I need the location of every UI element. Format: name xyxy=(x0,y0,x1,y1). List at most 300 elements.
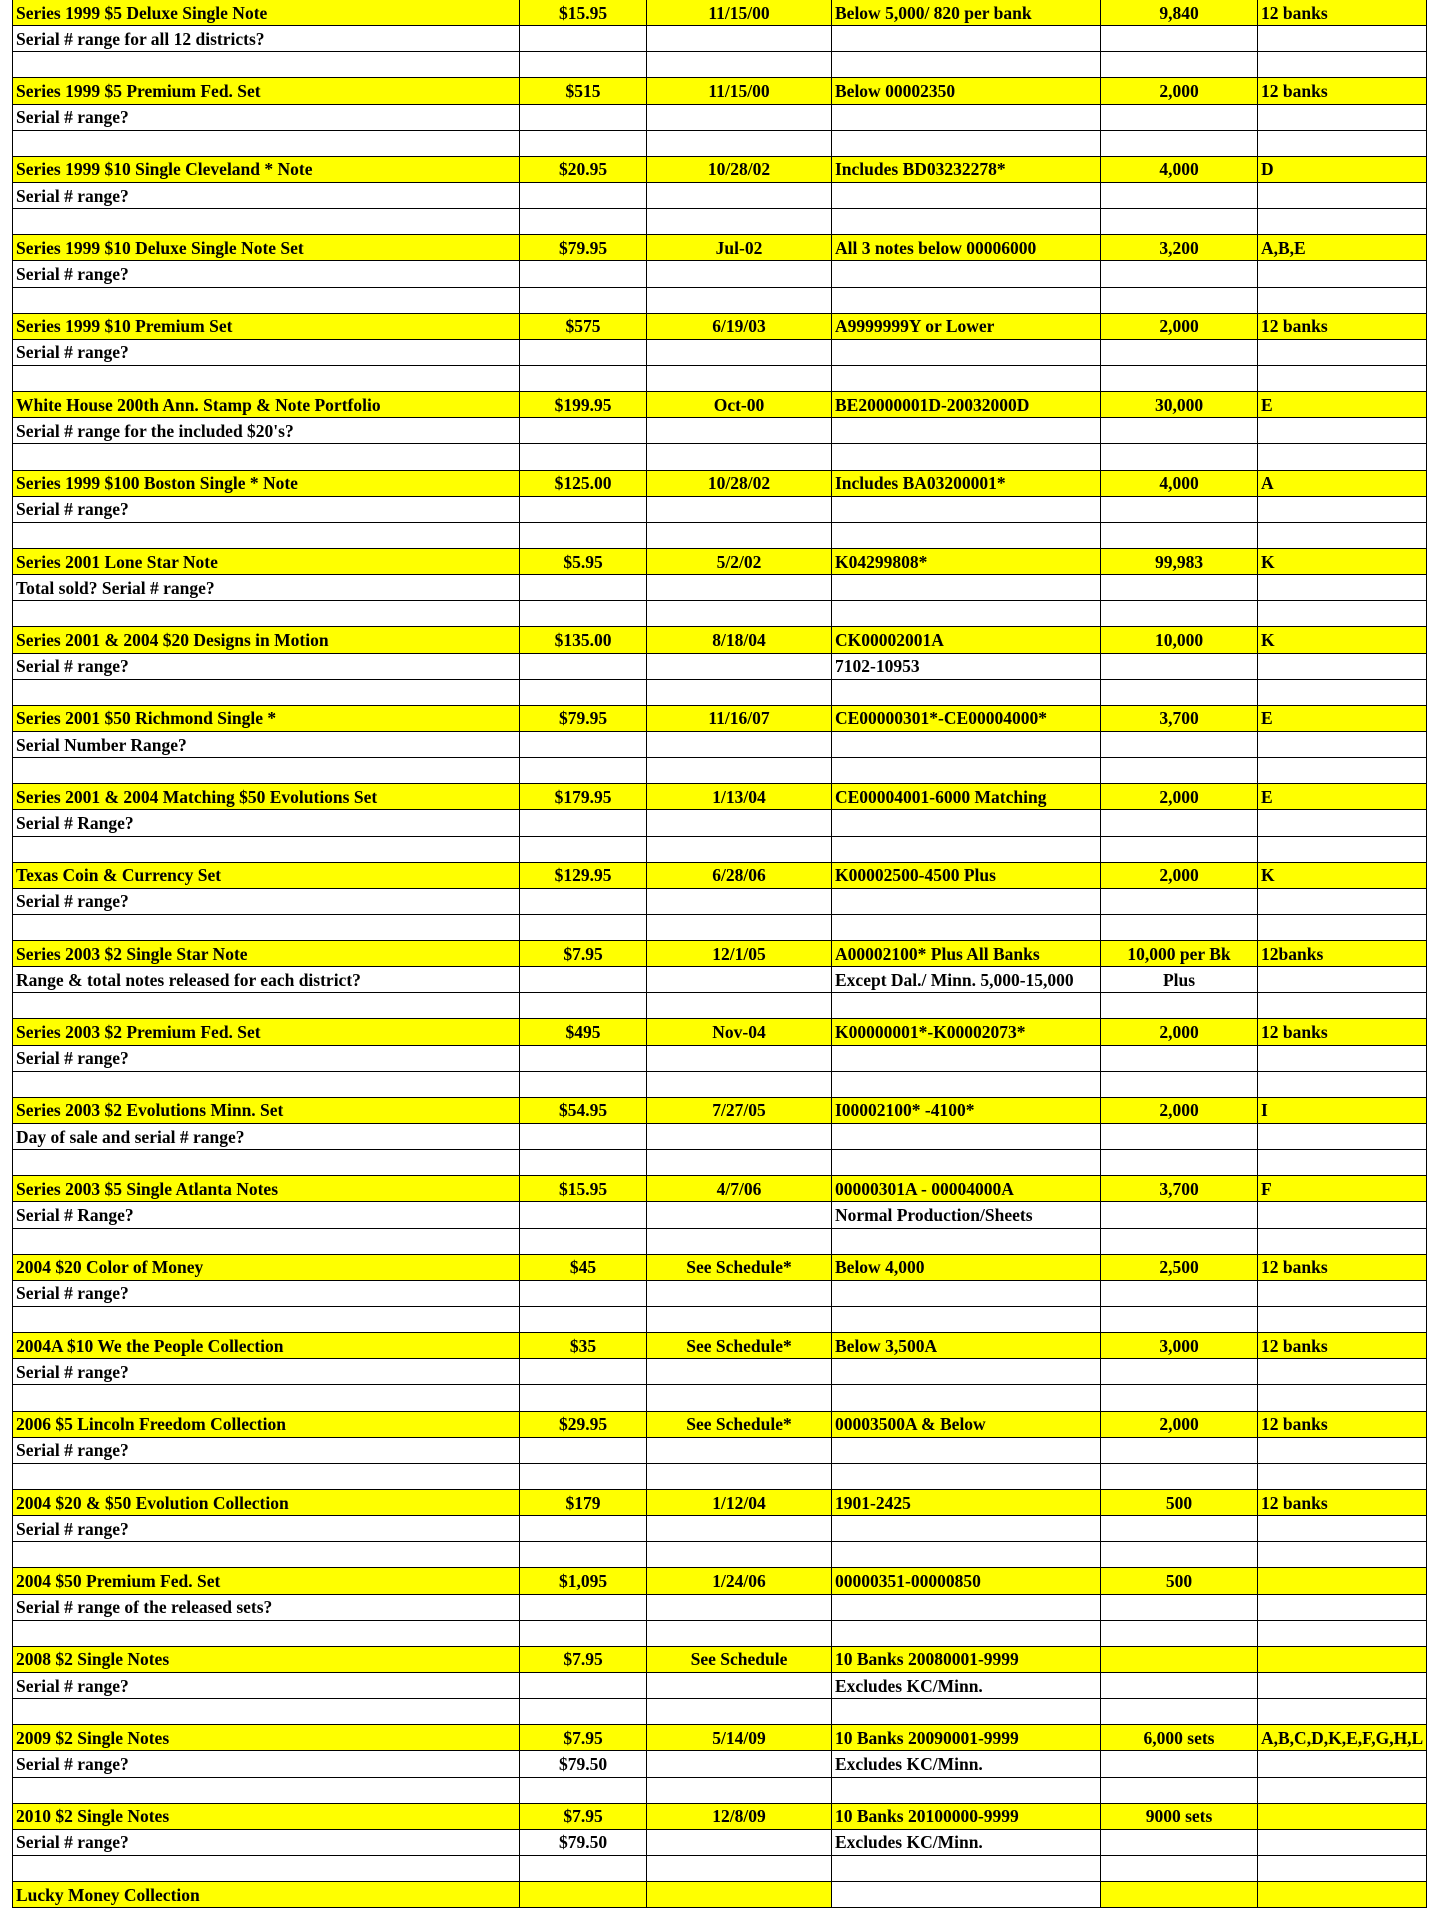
mintage-cell[interactable] xyxy=(1101,1646,1258,1672)
banks-cell[interactable] xyxy=(1258,575,1427,601)
empty-cell[interactable] xyxy=(1101,1777,1258,1803)
release-date-cell[interactable]: See Schedule* xyxy=(647,1333,832,1359)
mintage-cell[interactable] xyxy=(1101,653,1258,679)
empty-cell[interactable] xyxy=(13,1699,520,1725)
banks-cell[interactable] xyxy=(1258,1437,1427,1463)
serial-cell[interactable] xyxy=(832,418,1101,444)
question-cell[interactable]: Day of sale and serial # range? xyxy=(13,1124,520,1150)
mintage-cell[interactable]: 4,000 xyxy=(1101,470,1258,496)
banks-cell[interactable]: K xyxy=(1258,862,1427,888)
mintage-cell[interactable]: 2,000 xyxy=(1101,313,1258,339)
empty-cell[interactable] xyxy=(1101,993,1258,1019)
empty-cell[interactable] xyxy=(832,522,1101,548)
price-cell[interactable]: $7.95 xyxy=(520,1803,647,1829)
mintage-cell[interactable]: 4,000 xyxy=(1101,156,1258,182)
empty-cell[interactable] xyxy=(1258,758,1427,784)
mintage-cell[interactable] xyxy=(1101,1124,1258,1150)
price-cell[interactable]: $54.95 xyxy=(520,1097,647,1123)
empty-cell[interactable] xyxy=(520,1463,647,1489)
empty-cell[interactable] xyxy=(13,601,520,627)
price-cell[interactable] xyxy=(520,1594,647,1620)
price-cell[interactable]: $7.95 xyxy=(520,1725,647,1751)
question-cell[interactable]: Serial # range? xyxy=(13,261,520,287)
price-cell[interactable]: $179 xyxy=(520,1490,647,1516)
empty-cell[interactable] xyxy=(1101,1307,1258,1333)
empty-cell[interactable] xyxy=(832,836,1101,862)
release-date-cell[interactable]: 11/15/00 xyxy=(647,78,832,104)
question-cell[interactable]: Serial # range for all 12 districts? xyxy=(13,26,520,52)
price-cell[interactable]: $125.00 xyxy=(520,470,647,496)
banks-cell[interactable]: E xyxy=(1258,705,1427,731)
price-cell[interactable]: $495 xyxy=(520,1019,647,1045)
empty-cell[interactable] xyxy=(1101,444,1258,470)
item-cell[interactable]: Series 2001 & 2004 $20 Designs in Motion xyxy=(13,627,520,653)
release-date-cell[interactable] xyxy=(647,731,832,757)
empty-cell[interactable] xyxy=(1258,836,1427,862)
empty-cell[interactable] xyxy=(832,993,1101,1019)
release-date-cell[interactable] xyxy=(647,1045,832,1071)
price-cell[interactable]: $7.95 xyxy=(520,1646,647,1672)
empty-cell[interactable] xyxy=(647,1307,832,1333)
empty-cell[interactable] xyxy=(832,1542,1101,1568)
empty-cell[interactable] xyxy=(1258,1071,1427,1097)
banks-cell[interactable]: K xyxy=(1258,627,1427,653)
price-cell[interactable]: $20.95 xyxy=(520,156,647,182)
empty-cell[interactable] xyxy=(520,914,647,940)
empty-cell[interactable] xyxy=(1258,1620,1427,1646)
question-cell[interactable]: Serial # range? xyxy=(13,1280,520,1306)
serial-cell[interactable]: I00002100* -4100* xyxy=(832,1097,1101,1123)
empty-cell[interactable] xyxy=(520,1228,647,1254)
banks-cell[interactable]: 12 banks xyxy=(1258,78,1427,104)
mintage-cell[interactable] xyxy=(1101,731,1258,757)
empty-cell[interactable] xyxy=(647,679,832,705)
empty-cell[interactable] xyxy=(1101,601,1258,627)
mintage-cell[interactable]: 500 xyxy=(1101,1490,1258,1516)
empty-cell[interactable] xyxy=(520,130,647,156)
mintage-cell[interactable] xyxy=(1101,104,1258,130)
release-date-cell[interactable]: 12/8/09 xyxy=(647,1803,832,1829)
release-date-cell[interactable] xyxy=(647,1280,832,1306)
mintage-cell[interactable] xyxy=(1101,1202,1258,1228)
release-date-cell[interactable]: 5/14/09 xyxy=(647,1725,832,1751)
serial-cell[interactable] xyxy=(832,182,1101,208)
empty-cell[interactable] xyxy=(647,287,832,313)
empty-cell[interactable] xyxy=(832,914,1101,940)
empty-cell[interactable] xyxy=(832,1071,1101,1097)
mintage-cell[interactable] xyxy=(1101,1516,1258,1542)
empty-cell[interactable] xyxy=(647,1385,832,1411)
empty-cell[interactable] xyxy=(520,1150,647,1176)
empty-cell[interactable] xyxy=(1101,679,1258,705)
mintage-cell[interactable] xyxy=(1101,1751,1258,1777)
banks-cell[interactable]: 12 banks xyxy=(1258,1411,1427,1437)
question-cell[interactable]: Serial # range? xyxy=(13,653,520,679)
empty-cell[interactable] xyxy=(647,758,832,784)
empty-cell[interactable] xyxy=(647,1150,832,1176)
serial-cell[interactable] xyxy=(832,339,1101,365)
empty-cell[interactable] xyxy=(832,209,1101,235)
empty-cell[interactable] xyxy=(520,1777,647,1803)
item-cell[interactable]: 2004A $10 We the People Collection xyxy=(13,1333,520,1359)
item-cell[interactable]: 2004 $20 & $50 Evolution Collection xyxy=(13,1490,520,1516)
empty-cell[interactable] xyxy=(1101,365,1258,391)
empty-cell[interactable] xyxy=(832,679,1101,705)
serial-cell[interactable]: Includes BA03200001* xyxy=(832,470,1101,496)
release-date-cell[interactable]: Oct-00 xyxy=(647,392,832,418)
price-cell[interactable] xyxy=(520,653,647,679)
price-cell[interactable]: $199.95 xyxy=(520,392,647,418)
release-date-cell[interactable] xyxy=(647,1202,832,1228)
price-cell[interactable] xyxy=(520,967,647,993)
serial-cell[interactable]: 00000301A - 00004000A xyxy=(832,1176,1101,1202)
price-cell[interactable] xyxy=(520,1516,647,1542)
empty-cell[interactable] xyxy=(1101,1699,1258,1725)
empty-cell[interactable] xyxy=(1258,444,1427,470)
price-cell[interactable] xyxy=(520,1673,647,1699)
serial-cell[interactable] xyxy=(832,1124,1101,1150)
banks-cell[interactable] xyxy=(1258,1124,1427,1150)
item-cell[interactable]: Series 2001 & 2004 Matching $50 Evolutions Set xyxy=(13,784,520,810)
banks-cell[interactable]: 12 banks xyxy=(1258,1490,1427,1516)
empty-cell[interactable] xyxy=(520,758,647,784)
release-date-cell[interactable]: Jul-02 xyxy=(647,235,832,261)
serial-cell[interactable]: Excludes KC/Minn. xyxy=(832,1751,1101,1777)
empty-cell[interactable] xyxy=(1258,914,1427,940)
empty-cell[interactable] xyxy=(832,1228,1101,1254)
empty-cell[interactable] xyxy=(832,1385,1101,1411)
empty-cell[interactable] xyxy=(13,1307,520,1333)
empty-cell[interactable] xyxy=(832,1777,1101,1803)
price-cell[interactable] xyxy=(520,261,647,287)
price-cell[interactable] xyxy=(520,182,647,208)
serial-cell[interactable]: Includes BD03232278* xyxy=(832,156,1101,182)
empty-cell[interactable] xyxy=(1258,130,1427,156)
empty-cell[interactable] xyxy=(13,444,520,470)
serial-cell[interactable]: 10 Banks 20090001-9999 xyxy=(832,1725,1101,1751)
empty-cell[interactable] xyxy=(1258,1855,1427,1881)
price-cell[interactable] xyxy=(520,1280,647,1306)
item-cell[interactable]: Lucky Money Collection xyxy=(13,1882,520,1908)
mintage-cell[interactable]: 3,700 xyxy=(1101,705,1258,731)
empty-cell[interactable] xyxy=(13,1855,520,1881)
empty-cell[interactable] xyxy=(832,1150,1101,1176)
empty-cell[interactable] xyxy=(520,52,647,78)
empty-cell[interactable] xyxy=(832,130,1101,156)
banks-cell[interactable] xyxy=(1258,339,1427,365)
price-cell[interactable] xyxy=(520,731,647,757)
price-cell[interactable]: $179.95 xyxy=(520,784,647,810)
banks-cell[interactable] xyxy=(1258,1045,1427,1071)
empty-cell[interactable] xyxy=(520,522,647,548)
empty-cell[interactable] xyxy=(13,1542,520,1568)
price-cell[interactable]: $45 xyxy=(520,1254,647,1280)
banks-cell[interactable]: 12banks xyxy=(1258,941,1427,967)
empty-cell[interactable] xyxy=(832,601,1101,627)
question-cell[interactable]: Serial # range? xyxy=(13,1751,520,1777)
empty-cell[interactable] xyxy=(647,914,832,940)
empty-cell[interactable] xyxy=(1101,758,1258,784)
release-date-cell[interactable] xyxy=(647,496,832,522)
empty-cell[interactable] xyxy=(647,1463,832,1489)
question-cell[interactable]: Range & total notes released for each district? xyxy=(13,967,520,993)
banks-cell[interactable]: D xyxy=(1258,156,1427,182)
release-date-cell[interactable] xyxy=(647,418,832,444)
empty-cell[interactable] xyxy=(647,209,832,235)
empty-cell[interactable] xyxy=(13,914,520,940)
mintage-cell[interactable] xyxy=(1101,339,1258,365)
empty-cell[interactable] xyxy=(520,444,647,470)
question-cell[interactable]: Serial # range? xyxy=(13,1045,520,1071)
empty-cell[interactable] xyxy=(832,1307,1101,1333)
empty-cell[interactable] xyxy=(647,1777,832,1803)
mintage-cell[interactable]: 2,000 xyxy=(1101,1097,1258,1123)
banks-cell[interactable] xyxy=(1258,1882,1427,1908)
release-date-cell[interactable] xyxy=(647,1594,832,1620)
serial-cell[interactable] xyxy=(832,1437,1101,1463)
banks-cell[interactable] xyxy=(1258,1568,1427,1594)
empty-cell[interactable] xyxy=(520,1071,647,1097)
release-date-cell[interactable]: 6/28/06 xyxy=(647,862,832,888)
serial-cell[interactable]: A9999999Y or Lower xyxy=(832,313,1101,339)
release-date-cell[interactable]: See Schedule xyxy=(647,1646,832,1672)
banks-cell[interactable] xyxy=(1258,1646,1427,1672)
price-cell[interactable]: $135.00 xyxy=(520,627,647,653)
serial-cell[interactable]: Below 5,000/ 820 per bank xyxy=(832,0,1101,26)
empty-cell[interactable] xyxy=(832,52,1101,78)
empty-cell[interactable] xyxy=(647,444,832,470)
empty-cell[interactable] xyxy=(13,1385,520,1411)
empty-cell[interactable] xyxy=(1258,287,1427,313)
empty-cell[interactable] xyxy=(520,993,647,1019)
release-date-cell[interactable] xyxy=(647,339,832,365)
mintage-cell[interactable] xyxy=(1101,26,1258,52)
empty-cell[interactable] xyxy=(13,836,520,862)
empty-cell[interactable] xyxy=(1101,1542,1258,1568)
mintage-cell[interactable]: 3,200 xyxy=(1101,235,1258,261)
banks-cell[interactable] xyxy=(1258,418,1427,444)
empty-cell[interactable] xyxy=(647,130,832,156)
release-date-cell[interactable] xyxy=(647,1751,832,1777)
empty-cell[interactable] xyxy=(520,209,647,235)
release-date-cell[interactable]: 11/16/07 xyxy=(647,705,832,731)
empty-cell[interactable] xyxy=(13,1463,520,1489)
item-cell[interactable]: Series 2003 $2 Evolutions Minn. Set xyxy=(13,1097,520,1123)
price-cell[interactable] xyxy=(520,888,647,914)
release-date-cell[interactable]: 8/18/04 xyxy=(647,627,832,653)
serial-cell[interactable] xyxy=(832,1516,1101,1542)
question-cell[interactable]: Serial # range? xyxy=(13,888,520,914)
empty-cell[interactable] xyxy=(13,993,520,1019)
price-cell[interactable]: $5.95 xyxy=(520,548,647,574)
empty-cell[interactable] xyxy=(1258,1777,1427,1803)
mintage-cell[interactable] xyxy=(1101,888,1258,914)
question-cell[interactable]: Serial # range? xyxy=(13,1829,520,1855)
empty-cell[interactable] xyxy=(647,365,832,391)
banks-cell[interactable] xyxy=(1258,731,1427,757)
price-cell[interactable] xyxy=(520,1124,647,1150)
serial-cell[interactable]: Excludes KC/Minn. xyxy=(832,1829,1101,1855)
banks-cell[interactable] xyxy=(1258,1594,1427,1620)
serial-cell[interactable]: K00000001*-K00002073* xyxy=(832,1019,1101,1045)
empty-cell[interactable] xyxy=(1101,1463,1258,1489)
item-cell[interactable]: 2008 $2 Single Notes xyxy=(13,1646,520,1672)
banks-cell[interactable] xyxy=(1258,261,1427,287)
release-date-cell[interactable]: Nov-04 xyxy=(647,1019,832,1045)
empty-cell[interactable] xyxy=(832,1463,1101,1489)
empty-cell[interactable] xyxy=(647,1228,832,1254)
price-cell[interactable]: $79.95 xyxy=(520,705,647,731)
empty-cell[interactable] xyxy=(1101,1855,1258,1881)
empty-cell[interactable] xyxy=(1101,914,1258,940)
serial-cell[interactable]: 1901-2425 xyxy=(832,1490,1101,1516)
price-cell[interactable]: $1,095 xyxy=(520,1568,647,1594)
price-cell[interactable] xyxy=(520,1045,647,1071)
serial-cell[interactable]: 7102-10953 xyxy=(832,653,1101,679)
price-cell[interactable]: $129.95 xyxy=(520,862,647,888)
question-cell[interactable]: Serial # range? xyxy=(13,339,520,365)
mintage-cell[interactable] xyxy=(1101,1829,1258,1855)
empty-cell[interactable] xyxy=(520,1620,647,1646)
price-cell[interactable] xyxy=(520,418,647,444)
empty-cell[interactable] xyxy=(647,601,832,627)
price-cell[interactable]: $15.95 xyxy=(520,1176,647,1202)
empty-cell[interactable] xyxy=(1258,679,1427,705)
release-date-cell[interactable]: See Schedule* xyxy=(647,1411,832,1437)
price-cell[interactable] xyxy=(520,339,647,365)
empty-cell[interactable] xyxy=(832,365,1101,391)
mintage-cell[interactable]: 10,000 xyxy=(1101,627,1258,653)
empty-cell[interactable] xyxy=(1258,1385,1427,1411)
serial-cell[interactable]: CE00000301*-CE00004000* xyxy=(832,705,1101,731)
serial-cell[interactable] xyxy=(832,888,1101,914)
serial-cell[interactable] xyxy=(832,575,1101,601)
banks-cell[interactable] xyxy=(1258,967,1427,993)
empty-cell[interactable] xyxy=(647,1699,832,1725)
mintage-cell[interactable]: 9,840 xyxy=(1101,0,1258,26)
release-date-cell[interactable] xyxy=(647,261,832,287)
release-date-cell[interactable]: 10/28/02 xyxy=(647,156,832,182)
item-cell[interactable]: Series 1999 $10 Single Cleveland * Note xyxy=(13,156,520,182)
serial-cell[interactable]: Below 00002350 xyxy=(832,78,1101,104)
empty-cell[interactable] xyxy=(832,1620,1101,1646)
release-date-cell[interactable] xyxy=(647,810,832,836)
release-date-cell[interactable]: 1/12/04 xyxy=(647,1490,832,1516)
banks-cell[interactable]: 12 banks xyxy=(1258,0,1427,26)
empty-cell[interactable] xyxy=(647,1071,832,1097)
serial-cell[interactable] xyxy=(832,1882,1101,1908)
banks-cell[interactable]: F xyxy=(1258,1176,1427,1202)
empty-cell[interactable] xyxy=(647,836,832,862)
price-cell[interactable]: $29.95 xyxy=(520,1411,647,1437)
banks-cell[interactable] xyxy=(1258,104,1427,130)
question-cell[interactable]: Serial # range? xyxy=(13,496,520,522)
empty-cell[interactable] xyxy=(13,209,520,235)
empty-cell[interactable] xyxy=(647,1620,832,1646)
item-cell[interactable]: 2004 $50 Premium Fed. Set xyxy=(13,1568,520,1594)
item-cell[interactable]: Series 1999 $5 Deluxe Single Note xyxy=(13,0,520,26)
item-cell[interactable]: Series 1999 $5 Premium Fed. Set xyxy=(13,78,520,104)
serial-cell[interactable]: All 3 notes below 00006000 xyxy=(832,235,1101,261)
mintage-cell[interactable]: 9000 sets xyxy=(1101,1803,1258,1829)
empty-cell[interactable] xyxy=(1101,1150,1258,1176)
question-cell[interactable]: Serial # range for the included $20's? xyxy=(13,418,520,444)
serial-cell[interactable]: Except Dal./ Minn. 5,000-15,000 xyxy=(832,967,1101,993)
empty-cell[interactable] xyxy=(520,1542,647,1568)
release-date-cell[interactable] xyxy=(647,26,832,52)
banks-cell[interactable] xyxy=(1258,888,1427,914)
empty-cell[interactable] xyxy=(520,1307,647,1333)
item-cell[interactable]: Series 2003 $5 Single Atlanta Notes xyxy=(13,1176,520,1202)
serial-cell[interactable]: 10 Banks 20080001-9999 xyxy=(832,1646,1101,1672)
release-date-cell[interactable] xyxy=(647,1829,832,1855)
banks-cell[interactable] xyxy=(1258,1359,1427,1385)
question-cell[interactable]: Serial # range? xyxy=(13,1359,520,1385)
banks-cell[interactable] xyxy=(1258,496,1427,522)
empty-cell[interactable] xyxy=(1258,1150,1427,1176)
banks-cell[interactable] xyxy=(1258,1829,1427,1855)
empty-cell[interactable] xyxy=(520,365,647,391)
mintage-cell[interactable]: 2,500 xyxy=(1101,1254,1258,1280)
release-date-cell[interactable]: 1/13/04 xyxy=(647,784,832,810)
mintage-cell[interactable]: 2,000 xyxy=(1101,1019,1258,1045)
serial-cell[interactable] xyxy=(832,731,1101,757)
mintage-cell[interactable] xyxy=(1101,575,1258,601)
empty-cell[interactable] xyxy=(832,758,1101,784)
empty-cell[interactable] xyxy=(13,1150,520,1176)
mintage-cell[interactable]: 2,000 xyxy=(1101,78,1258,104)
mintage-cell[interactable]: 6,000 sets xyxy=(1101,1725,1258,1751)
empty-cell[interactable] xyxy=(520,836,647,862)
release-date-cell[interactable] xyxy=(647,575,832,601)
banks-cell[interactable] xyxy=(1258,653,1427,679)
question-cell[interactable]: Serial # range of the released sets? xyxy=(13,1594,520,1620)
empty-cell[interactable] xyxy=(520,601,647,627)
mintage-cell[interactable] xyxy=(1101,261,1258,287)
serial-cell[interactable] xyxy=(832,26,1101,52)
empty-cell[interactable] xyxy=(1101,1385,1258,1411)
empty-cell[interactable] xyxy=(1101,209,1258,235)
banks-cell[interactable]: I xyxy=(1258,1097,1427,1123)
banks-cell[interactable] xyxy=(1258,26,1427,52)
empty-cell[interactable] xyxy=(13,1620,520,1646)
item-cell[interactable]: White House 200th Ann. Stamp & Note Portfolio xyxy=(13,392,520,418)
mintage-cell[interactable]: 2,000 xyxy=(1101,862,1258,888)
serial-cell[interactable] xyxy=(832,1359,1101,1385)
price-cell[interactable]: $15.95 xyxy=(520,0,647,26)
item-cell[interactable]: 2009 $2 Single Notes xyxy=(13,1725,520,1751)
empty-cell[interactable] xyxy=(1258,1307,1427,1333)
price-cell[interactable]: $79.50 xyxy=(520,1829,647,1855)
release-date-cell[interactable]: 12/1/05 xyxy=(647,941,832,967)
question-cell[interactable]: Serial # range? xyxy=(13,182,520,208)
empty-cell[interactable] xyxy=(13,1777,520,1803)
empty-cell[interactable] xyxy=(1258,522,1427,548)
serial-cell[interactable]: Normal Production/Sheets xyxy=(832,1202,1101,1228)
banks-cell[interactable]: 12 banks xyxy=(1258,1254,1427,1280)
empty-cell[interactable] xyxy=(832,287,1101,313)
serial-cell[interactable]: 00000351-00000850 xyxy=(832,1568,1101,1594)
empty-cell[interactable] xyxy=(1258,52,1427,78)
banks-cell[interactable]: 12 banks xyxy=(1258,1333,1427,1359)
mintage-cell[interactable] xyxy=(1101,1359,1258,1385)
empty-cell[interactable] xyxy=(1258,365,1427,391)
question-cell[interactable]: Serial # range? xyxy=(13,1516,520,1542)
banks-cell[interactable] xyxy=(1258,1803,1427,1829)
serial-cell[interactable] xyxy=(832,1045,1101,1071)
empty-cell[interactable] xyxy=(832,1855,1101,1881)
empty-cell[interactable] xyxy=(647,52,832,78)
